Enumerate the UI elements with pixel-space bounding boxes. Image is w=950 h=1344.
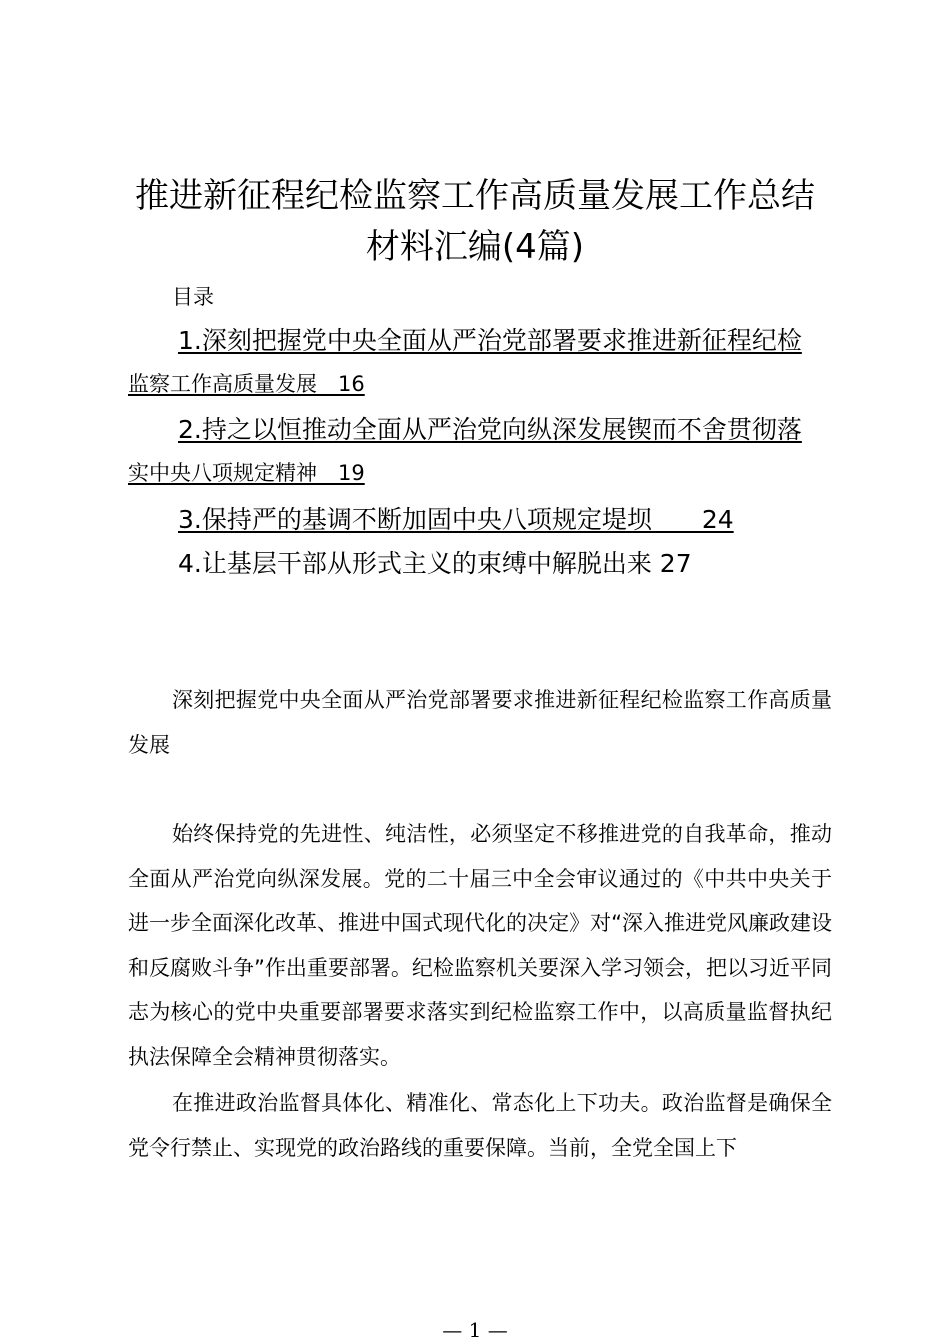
toc-heading: 目录 [172,285,214,309]
toc-entry-2[interactable] [128,415,828,487]
article-paragraph-1: 始终保持党的先进性、纯洁性，必须坚定不移推进党的自我革命，推动全面从严治党向纵深发展。党的二十届三中全会审议通过的《中共中央关于进一步全面深化改革、推进中国式现代化的决定》对“深入推进党风廉政建设和反腐败斗争”作出重要部署。纪检监察机关要深入学习领会，把以习近平同志为核心的党中央重要部署要求落实到纪检监察工作中，以高质量监督执纪执法保障全会精神贯彻落实。 [128,822,832,1069]
page-number: — 1 — [442,1318,508,1342]
article-heading: 深刻把握党中央全面从严治党部署要求推进新征程纪检监察工作高质量发展 [128,688,832,757]
toc-entry-2-line2[interactable]: 实中央八项规定精神 19 [128,461,365,485]
document-title-line2: 材料汇编(4篇) [365,227,585,267]
toc-entry-1-line1[interactable]: 1.深刻把握党中央全面从严治党部署要求推进新征程纪检 [178,326,802,355]
toc-entry-1[interactable] [128,326,828,398]
toc-entry-4[interactable]: 4.让基层干部从形式主义的束缚中解脱出来 27 [178,549,692,578]
document-title-line1: 推进新征程纪检监察工作高质量发展工作总结 [135,176,815,216]
toc-entry-1-line2[interactable]: 监察工作高质量发展 16 [128,372,365,396]
article-paragraph-2: 在推进政治监督具体化、精准化、常态化上下功夫。政治监督是确保全党令行禁止、实现党的政治路线的重要保障。当前，全党全国上下 [128,1091,832,1160]
toc-entry-2-line1[interactable]: 2.持之以恒推动全面从严治党向纵深发展锲而不舍贯彻落 [178,415,802,444]
toc-entry-3[interactable]: 3.保持严的基调不断加固中央八项规定堤坝 24 [178,505,734,534]
